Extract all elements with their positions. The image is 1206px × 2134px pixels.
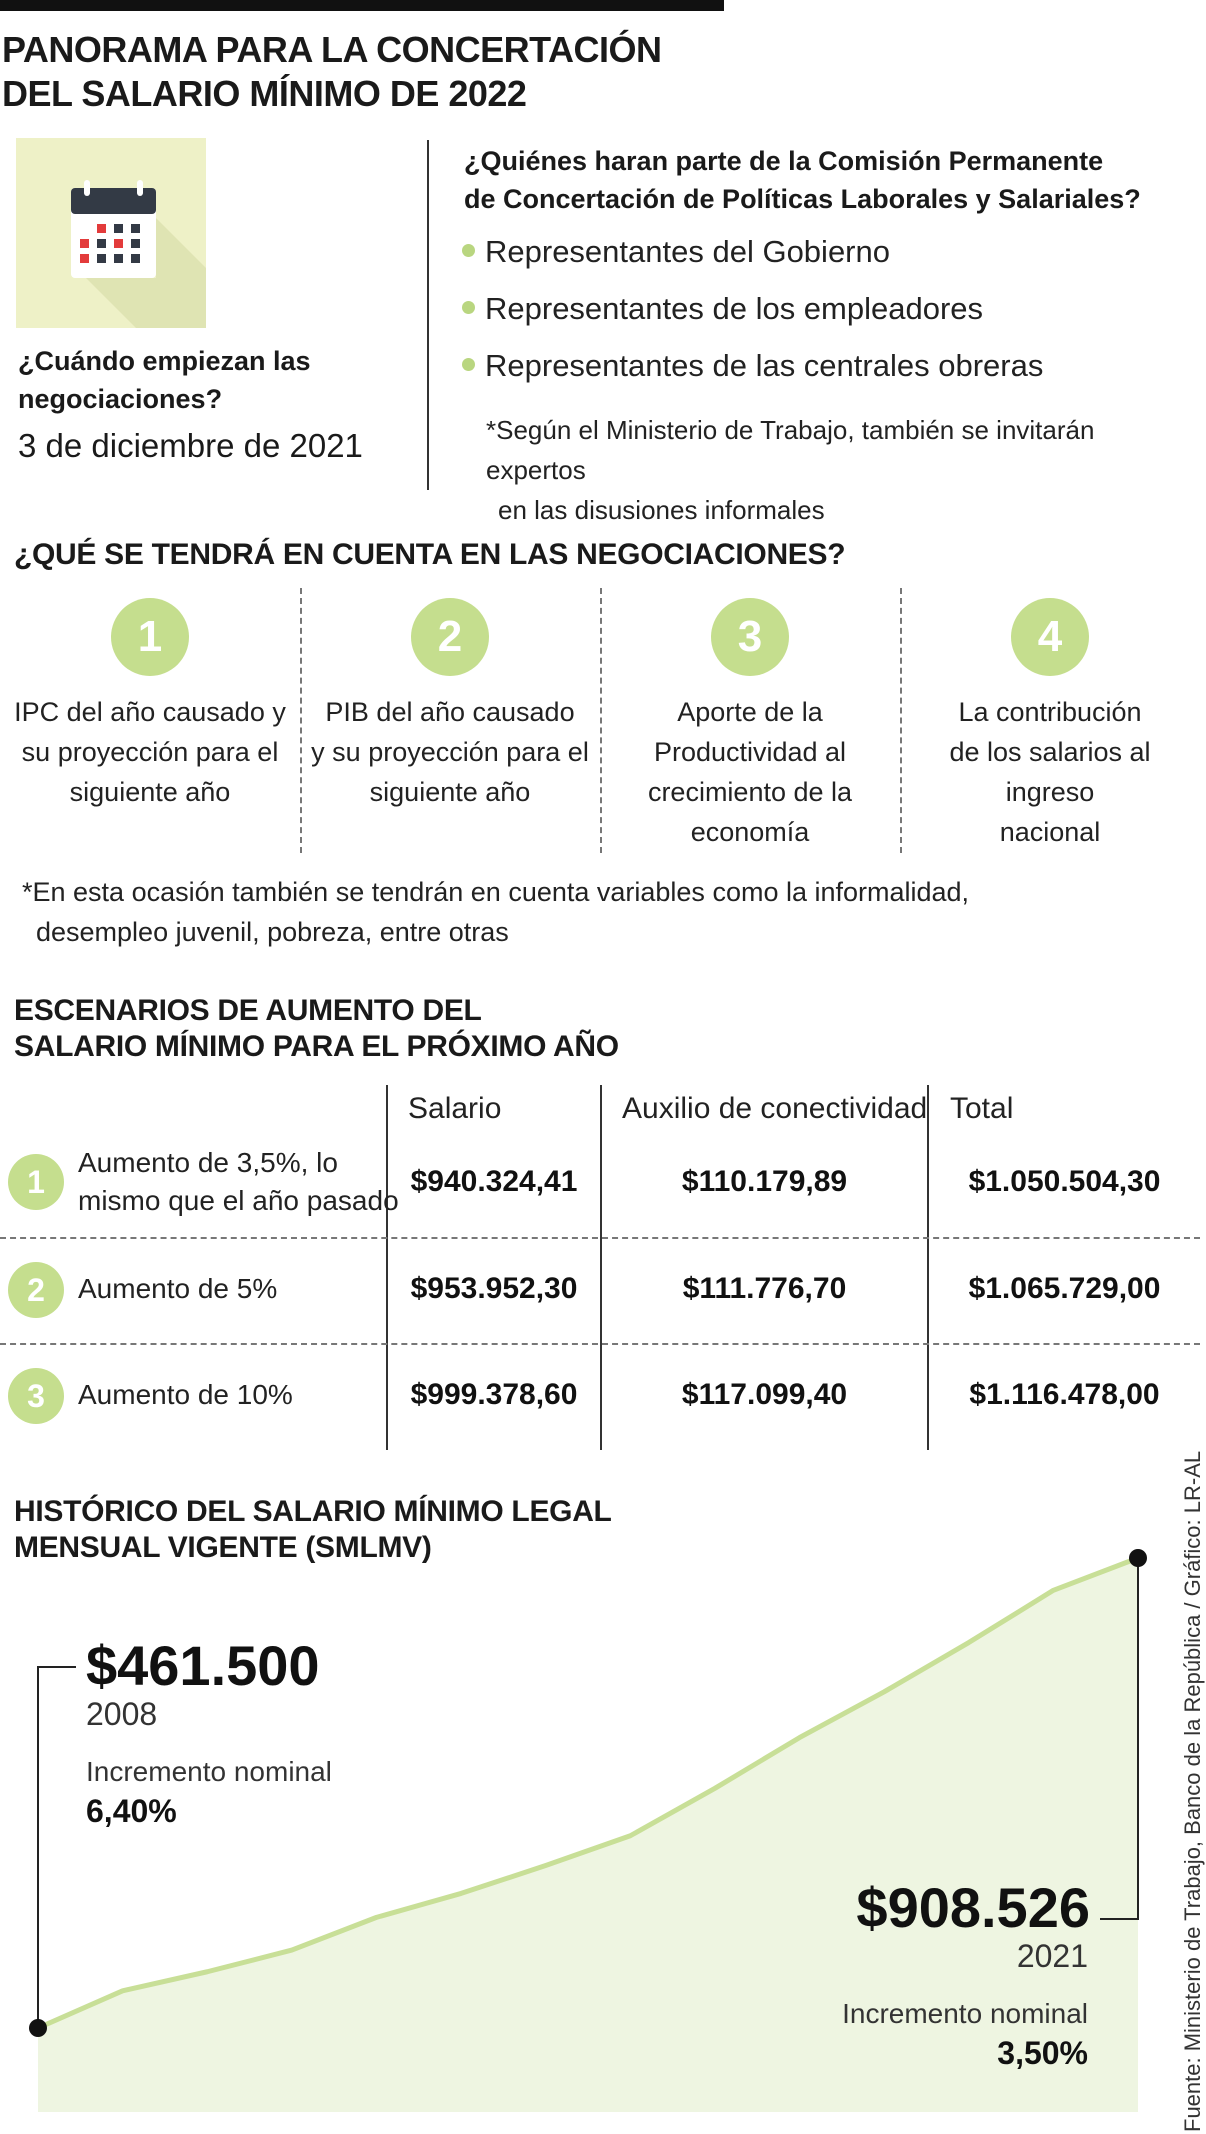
scenario-label: Aumento de 10% [78, 1379, 293, 1410]
page-title: PANORAMA PARA LA CONCERTACIÓN DEL SALARIO MÍNIMO DE 2022 [2, 29, 662, 114]
bullet-icon [462, 358, 475, 371]
scenario-salario: $940.324,41 [410, 1165, 578, 1198]
criteria-divider [600, 588, 602, 853]
calendar-icon [16, 138, 206, 328]
criteria-text-2: PIB del año causado y su proyección para el siguiente año [311, 697, 589, 807]
commission-item: Representantes de las centrales obreras [462, 346, 1043, 386]
criteria-number-3: 3 [711, 598, 789, 676]
calendar-day-icon [114, 239, 123, 248]
calendar-day-icon [131, 224, 140, 233]
annotation-label-2008: Incremento nominal [86, 1756, 332, 1787]
criteria-note: *En esta ocasión también se tendrán en cuenta variables como la informalidad, desempleo juvenil, pobreza, entre otras [22, 877, 970, 947]
column-header-auxilio: Auxilio de conectividad [622, 1092, 928, 1125]
scenarios-title: ESCENARIOS DE AUMENTO DEL SALARIO MÍNIMO PARA EL PRÓXIMO AÑO [14, 994, 619, 1063]
criteria-number-2: 2 [411, 598, 489, 676]
calendar-illustration [16, 138, 206, 328]
criteria-divider [900, 588, 902, 853]
column-header-salario: Salario [408, 1092, 502, 1125]
scenario-number-1: 1 [8, 1154, 64, 1210]
source-credit: Fuente: Ministerio de Trabajo, Banco de la República / Gráfico: LR-AL [1180, 1450, 1205, 2132]
calendar-day-icon [131, 239, 140, 248]
section-divider [427, 140, 429, 490]
scenario-total: $1.065.729,00 [968, 1272, 1161, 1305]
bullet-icon [462, 301, 475, 314]
criteria-text-1: IPC del año causado y su proyección para el siguiente año [14, 697, 286, 807]
calendar-day-icon [80, 254, 89, 263]
criteria-divider [300, 588, 302, 853]
criteria-title: ¿QUÉ SE TENDRÁ EN CUENTA EN LAS NEGOCIACIONES? [14, 538, 846, 571]
annotation-leader-2008 [38, 1667, 76, 2028]
calendar-day-icon [97, 254, 106, 263]
scenario-salario: $999.378,60 [410, 1378, 578, 1411]
chart-title: HISTÓRICO DEL SALARIO MÍNIMO LEGAL MENSUAL VIGENTE (SMLMV) [14, 1495, 612, 1564]
start-date: 3 de diciembre de 2021 [18, 427, 363, 464]
marker-2021 [1129, 1549, 1147, 1567]
scenario-label: Aumento de 5% [78, 1273, 278, 1304]
annotation-increase-2021: 3,50% [997, 2035, 1088, 2071]
calendar-day-icon [131, 254, 140, 263]
scenario-label: Aumento de 3,5%, lo mismo que el año pasado [78, 1147, 399, 1216]
annotation-increase-2008: 6,40% [86, 1793, 177, 1829]
annotation-label-2021: Incremento nominal [842, 1998, 1088, 2029]
commission-item: Representantes de los empleadores [462, 289, 983, 329]
scenario-total: $1.116.478,00 [969, 1378, 1160, 1411]
annotation-value-2021: $908.526 [856, 1876, 1090, 1939]
calendar-day-icon [97, 239, 106, 248]
scenario-total: $1.050.504,30 [968, 1165, 1161, 1198]
scenario-auxilio: $117.099,40 [681, 1378, 848, 1411]
commission-note: *Según el Ministerio de Trabajo, también se invitarán expertos en las disusiones informales [486, 415, 1095, 525]
scenario-auxilio: $110.179,89 [681, 1165, 848, 1198]
criteria-number-1: 1 [111, 598, 189, 676]
annotation-value-2008: $461.500 [86, 1634, 320, 1697]
commission-question: ¿Quiénes haran parte de la Comisión Permanente de Concertación de Políticas Laborales y Salariales? [464, 146, 1141, 214]
calendar-day-icon [114, 224, 123, 233]
row-divider [0, 1343, 1200, 1345]
calendar-day-icon [114, 254, 123, 263]
bullet-icon [462, 244, 475, 257]
criteria-number-4: 4 [1011, 598, 1089, 676]
scenario-number-3: 3 [8, 1368, 64, 1424]
top-rule [0, 0, 724, 11]
commission-item: Representantes del Gobierno [462, 232, 890, 272]
start-question: ¿Cuándo empiezan las negociaciones? [18, 346, 311, 414]
criteria-text-4: La contribución de los salarios al ingreso nacional [949, 697, 1151, 847]
scenario-number-2: 2 [8, 1262, 64, 1318]
row-divider [0, 1237, 1200, 1239]
calendar-day-icon [80, 239, 89, 248]
column-header-total: Total [950, 1092, 1014, 1125]
marker-2008 [29, 2019, 47, 2037]
criteria-text-3: Aporte de la Productividad al crecimiento de la economía [647, 697, 853, 847]
annotation-year-2021: 2021 [1016, 1938, 1088, 1974]
annotation-year-2008: 2008 [86, 1696, 158, 1732]
calendar-day-icon [97, 224, 106, 233]
scenario-auxilio: $111.776,70 [682, 1272, 847, 1305]
scenario-salario: $953.952,30 [410, 1272, 578, 1305]
